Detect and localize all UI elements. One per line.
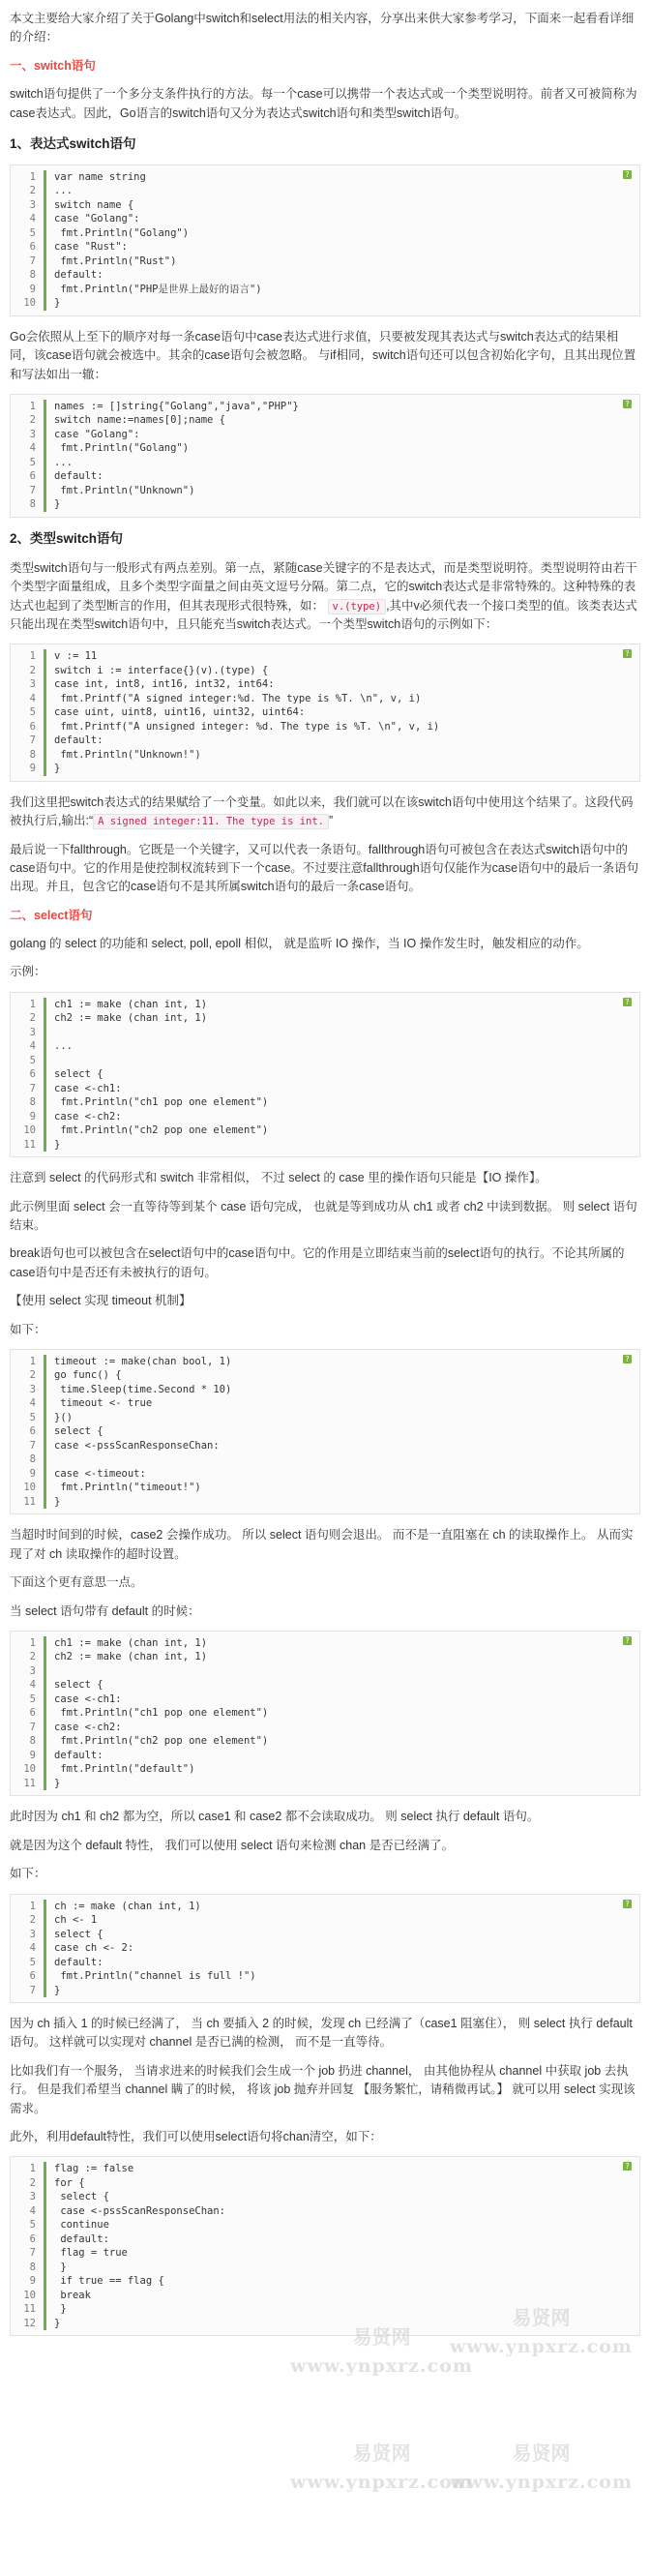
code-text: case <-ch2: <box>44 1110 634 1124</box>
select-default-paragraph: 当 select 语句带有 default 的时候： <box>10 1603 200 1618</box>
line-number: 2 <box>29 1651 36 1663</box>
copy-code-icon[interactable]: ? <box>623 400 632 408</box>
code-line <box>11 1026 634 1040</box>
code-text <box>44 1664 634 1679</box>
code-text: for { <box>44 2176 634 2191</box>
code-text: ... <box>44 184 634 198</box>
code-line <box>11 748 634 763</box>
code-line <box>11 1900 634 1914</box>
code-text: var name string <box>44 170 634 185</box>
line-number: 8 <box>29 498 36 511</box>
line-number: 6 <box>29 720 36 733</box>
code-text: ... <box>44 1039 634 1054</box>
service-paragraph: 比如我们有一个服务， 当请求进来的时候我们会生成一个 job 扔进 channel， 由其他协程从 channel 中获取 job 去执行。 但是我们希望当 channel 瞒了的时候， 将该 job 抛弃并回复 【服务繁忙，请稍微再试。】 就可以用 select 实现该需求。 <box>10 2063 635 2115</box>
code-line <box>11 1039 634 1054</box>
line-number: 5 <box>29 1956 36 1968</box>
watermark: 易贤网 www.ynpxrz.com <box>450 2306 633 2357</box>
line-number: 7 <box>29 734 36 747</box>
code-line <box>11 2261 634 2275</box>
code-text: case <-timeout: <box>44 1467 634 1482</box>
code-line <box>11 1969 634 1984</box>
code-line <box>11 296 634 311</box>
code-text: case "Golang": <box>44 212 634 226</box>
code-text: ch2 := make (chan int, 1) <box>44 1650 634 1664</box>
code-text: switch name:=names[0];name { <box>44 413 634 428</box>
subsection-title-expression-switch: 1、表达式switch语句 <box>10 135 136 151</box>
go-eval-paragraph: Go会依照从上至下的顺序对每一条case语句中case表达式进行求值，只要被发现其表达式与switch表达式的结果相同，该case语句就会被选中。其余的case语句会被忽略。 与if相同，switch语句还可以包含初始化字句，且其出现位置和写法如出一辙： <box>10 329 636 381</box>
code-line <box>11 2246 634 2261</box>
line-number: 5 <box>29 706 36 719</box>
line-number: 5 <box>29 456 36 468</box>
code-text: case ch <- 2: <box>44 1941 634 1956</box>
code-line <box>11 2232 634 2247</box>
code-line <box>11 734 634 748</box>
code-text: ... <box>44 456 634 470</box>
code-line <box>11 2274 634 2289</box>
line-number: 2 <box>29 1914 36 1927</box>
code-line <box>11 1439 634 1453</box>
code-line <box>11 2289 634 2303</box>
code-line <box>11 664 634 678</box>
line-number: 2 <box>29 664 36 676</box>
code-text: flag := false <box>44 2162 634 2176</box>
clear-chan-paragraph: 此外，利用default特性，我们可以使用select语句将chan清空，如下： <box>10 2129 382 2143</box>
code-line <box>11 705 634 720</box>
code-block-timeout <box>10 1349 640 1515</box>
code-line <box>11 1650 634 1664</box>
code-line <box>11 1138 634 1153</box>
code-text: flag = true <box>44 2246 634 2261</box>
assign-result-paragraph: 我们这里把switch表达式的结果赋给了一个变量。如此以来，我们就可以在该switch语句中使用这个结果了。这段代码被执行后,输出:“ A signed integer:11. The type is int. ” <box>10 794 634 828</box>
code-line <box>11 428 634 442</box>
code-text: time.Sleep(time.Second * 10) <box>44 1383 634 1397</box>
code-line <box>11 1411 634 1425</box>
code-text: timeout := make(chan bool, 1) <box>44 1355 634 1369</box>
code-block-channel-full <box>10 1894 640 2004</box>
code-text: ch1 := make (chan int, 1) <box>44 1636 634 1651</box>
copy-code-icon[interactable]: ? <box>623 649 632 658</box>
code-text: } <box>44 1777 634 1791</box>
select-note-paragraph: 注意到 select 的代码形式和 switch 非常相似， 不过 select 的 case 里的操作语句只能是【IO 操作】。 <box>10 1171 547 1185</box>
code-line <box>11 1368 634 1383</box>
line-number: 6 <box>29 1425 36 1438</box>
copy-code-icon[interactable]: ? <box>623 1355 632 1363</box>
code-text: continue <box>44 2218 634 2232</box>
code-line <box>11 1913 634 1928</box>
code-line <box>11 677 634 692</box>
line-number: 10 <box>23 1482 36 1494</box>
code-text: fmt.Println("Golang") <box>44 226 634 241</box>
code-line <box>11 2204 634 2219</box>
code-line <box>11 1453 634 1467</box>
code-text: fmt.Printf("A signed integer:%d. The type is %T. \n", v, i) <box>44 692 634 706</box>
code-text: select { <box>44 1424 634 1439</box>
code-text: fmt.Println("ch2 pop one element") <box>44 1123 634 1138</box>
code-line <box>11 184 634 198</box>
code-block-type-switch <box>10 644 640 782</box>
code-line <box>11 1777 634 1791</box>
code-line <box>11 170 634 185</box>
as-below-label: 如下： <box>10 1322 46 1336</box>
line-number: 8 <box>29 1735 36 1748</box>
code-text: case <-pssScanResponseChan: <box>44 1439 634 1453</box>
line-number: 6 <box>29 1707 36 1720</box>
code-line <box>11 1664 634 1679</box>
code-line <box>11 1355 634 1369</box>
code-text <box>44 1453 634 1467</box>
copy-code-icon[interactable]: ? <box>623 1900 632 1908</box>
timeout-heading: 【使用 select 实现 timeout 机制】 <box>10 1294 192 1308</box>
code-block-expression-switch <box>10 165 640 316</box>
code-line <box>11 1678 634 1692</box>
fallthrough-paragraph: 最后说一下fallthrough。它既是一个关键字，又可以代表一条语句。fallthrough语句可被包含在表达式switch语句中的case语句中。它的作用是使控制权流转到下一个case。不过要注意fallthrough语句仅能作为case语句中的最后一条语句出现。并且，包含它的case语句不是其所属switch语句的最后一条case语句。 <box>10 842 639 894</box>
line-number: 4 <box>29 1679 36 1692</box>
code-text: fmt.Println("Golang") <box>44 441 634 456</box>
subsection-title-type-switch: 2、类型switch语句 <box>10 530 124 546</box>
line-number: 7 <box>29 1439 36 1452</box>
line-number: 1 <box>29 650 36 663</box>
code-line <box>11 1067 634 1082</box>
default-feature-paragraph: 就是因为这个 default 特性， 我们可以使用 select 语句来检测 chan 是否已经满了。 <box>10 1838 455 1852</box>
code-line <box>11 692 634 706</box>
line-number: 4 <box>29 1040 36 1053</box>
code-text: case uint, uint8, uint16, uint32, uint64: <box>44 705 634 720</box>
line-number: 3 <box>29 1026 36 1038</box>
intro-paragraph: 本文主要给大家介绍了关于Golang中switch和select用法的相关内容，分享出来供大家参考学习，下面来一起看看详细的介绍： <box>10 12 635 45</box>
line-number: 1 <box>29 998 36 1010</box>
line-number: 4 <box>29 213 36 225</box>
select-intro-paragraph: golang 的 select 的功能和 select, poll, epoll 相似， 就是监听 IO 操作，当 IO 操作发生时，触发相应的动作。 <box>10 937 589 951</box>
code-text: fmt.Println("ch2 pop one element") <box>44 1734 634 1749</box>
code-text: }() <box>44 1411 634 1425</box>
code-text: if true == flag { <box>44 2274 634 2289</box>
code-line <box>11 1721 634 1735</box>
code-text: } <box>44 1495 634 1510</box>
channel-full-description: 因为 ch 插入 1 的时候已经满了， 当 ch 要插入 2 的时候，发现 ch 已经满了（case1 阻塞住）， 则 select 执行 default 语句。 这样就可以实现对 channel 是否已满的检测， 而不是一直等待。 <box>10 2017 633 2050</box>
copy-code-icon[interactable]: ? <box>623 1636 632 1645</box>
code-line <box>11 1383 634 1397</box>
code-line <box>11 1941 634 1956</box>
code-line <box>11 2302 634 2317</box>
line-number: 10 <box>23 2289 36 2301</box>
line-number: 8 <box>29 269 36 282</box>
line-number: 2 <box>29 2176 36 2189</box>
code-line <box>11 1095 634 1110</box>
code-text: default: <box>44 1749 634 1763</box>
code-line <box>11 762 634 776</box>
code-text: fmt.Println("timeout!") <box>44 1481 634 1495</box>
code-text: v := 11 <box>44 649 634 664</box>
line-number: 7 <box>29 1082 36 1094</box>
code-text: case <-ch1: <box>44 1692 634 1707</box>
code-text: fmt.Println("ch1 pop one element") <box>44 1706 634 1721</box>
line-number: 3 <box>29 198 36 211</box>
code-text: } <box>44 2302 634 2317</box>
watermark: 易贤网 www.ynpxrz.com <box>290 2441 473 2493</box>
code-line <box>11 1636 634 1651</box>
code-line <box>11 1928 634 1942</box>
as-below-label-2: 如下： <box>10 1867 46 1881</box>
code-line <box>11 1082 634 1096</box>
line-number: 2 <box>29 1012 36 1025</box>
line-number: 9 <box>29 1110 36 1123</box>
code-line <box>11 212 634 226</box>
code-text: case int, int8, int16, int32, int64: <box>44 677 634 692</box>
more-interesting-paragraph: 下面这个更有意思一点。 <box>10 1575 143 1590</box>
line-number: 3 <box>29 1928 36 1940</box>
code-line <box>11 1692 634 1707</box>
code-text: fmt.Println("PHP是世界上最好的语言") <box>44 283 634 297</box>
code-line <box>11 456 634 470</box>
type-switch-paragraph: 类型switch语句与一般形式有两点差别。第一点，紧随case关键字的不是表达式，而是类型说明符。类型说明符由若干个类型字面量组成，且多个类型字面量之间由英文逗号分隔。第二点，它的switch表达式是非常特殊的。这种特殊的表达式也起到了类型断言的作用，但其表现形式很特殊，如： v.(type) ,其中v必须代表一个接口类型的值。该类表达式只能出现在类型switch语句中，且只能充当switch表达式。一个类型switch语句的示例如下： <box>10 560 637 631</box>
code-text: fmt.Printf("A unsigned integer: %d. The type is %T. \n", v, i) <box>44 720 634 734</box>
line-number: 7 <box>29 1721 36 1733</box>
line-number: 4 <box>29 442 36 455</box>
line-number: 3 <box>29 2191 36 2203</box>
line-number: 11 <box>23 1777 36 1789</box>
line-number: 9 <box>29 763 36 775</box>
line-number: 3 <box>29 1664 36 1677</box>
code-text <box>44 1026 634 1040</box>
code-text: default: <box>44 734 634 748</box>
line-number: 1 <box>29 1900 36 1912</box>
code-line <box>11 226 634 241</box>
line-number: 1 <box>29 170 36 183</box>
copy-code-icon[interactable]: ? <box>623 998 632 1006</box>
line-number: 10 <box>23 1124 36 1137</box>
code-text: fmt.Println("Unknown") <box>44 484 634 498</box>
code-block-select-basic <box>10 992 640 1158</box>
line-number: 10 <box>23 297 36 310</box>
line-number: 7 <box>29 255 36 267</box>
code-text: } <box>44 497 634 512</box>
code-line <box>11 1481 634 1495</box>
code-line <box>11 441 634 456</box>
line-number: 8 <box>29 748 36 761</box>
section-title-select: 二、select语句 <box>10 908 93 922</box>
code-line <box>11 1706 634 1721</box>
line-number: 5 <box>29 1692 36 1705</box>
timeout-description: 当超时时间到的时候，case2 会操作成功。 所以 select 语句则会退出。 而不是一直阻塞在 ch 的读取操作上。 从而实现了对 ch 读取操作的超时设置。 <box>10 1528 634 1561</box>
code-text: timeout <- true <box>44 1396 634 1411</box>
code-text: fmt.Println("Unknown!") <box>44 748 634 763</box>
copy-code-icon[interactable]: ? <box>623 170 632 179</box>
line-number: 7 <box>29 2247 36 2260</box>
code-line <box>11 1110 634 1124</box>
line-number: 12 <box>23 2317 36 2329</box>
line-number: 5 <box>29 2219 36 2232</box>
line-number: 6 <box>29 2232 36 2245</box>
watermark: 易贤网 www.ynpxrz.com <box>450 2441 633 2493</box>
code-text: names := []string{"Golang","java","PHP"} <box>44 400 634 414</box>
code-text: break <box>44 2289 634 2303</box>
code-text <box>44 1054 634 1068</box>
line-number: 2 <box>29 185 36 197</box>
code-text: ch1 := make (chan int, 1) <box>44 998 634 1012</box>
code-text: case "Golang": <box>44 428 634 442</box>
line-number: 8 <box>29 2261 36 2273</box>
select-break-paragraph: break语句也可以被包含在select语句中的case语句中。它的作用是立即结束当前的select语句的执行。不论其所属的case语句中是否还有未被执行的语句。 <box>10 1246 625 1279</box>
code-text: ch2 := make (chan int, 1) <box>44 1011 634 1026</box>
line-number: 1 <box>29 1355 36 1367</box>
code-line <box>11 240 634 255</box>
line-number: 4 <box>29 2204 36 2217</box>
line-number: 7 <box>29 484 36 496</box>
code-text: fmt.Println("ch1 pop one element") <box>44 1095 634 1110</box>
line-number: 4 <box>29 692 36 704</box>
code-text: select { <box>44 1928 634 1942</box>
code-text: go func() { <box>44 1368 634 1383</box>
code-block-select-default <box>10 1631 640 1797</box>
code-text: default: <box>44 268 634 283</box>
inline-code-vtype: v.(type) <box>328 599 387 614</box>
code-line <box>11 283 634 297</box>
code-text: } <box>44 1984 634 1998</box>
code-text: default: <box>44 1956 634 1970</box>
line-number: 11 <box>23 2303 36 2316</box>
code-text: select { <box>44 1067 634 1082</box>
code-line <box>11 1011 634 1026</box>
code-line <box>11 1424 634 1439</box>
line-number: 5 <box>29 1411 36 1423</box>
line-number: 11 <box>23 1138 36 1151</box>
code-text: select { <box>44 2190 634 2204</box>
line-number: 5 <box>29 226 36 239</box>
code-text: } <box>44 2261 634 2275</box>
line-number: 5 <box>29 1054 36 1066</box>
code-line <box>11 1396 634 1411</box>
default-description: 此时因为 ch1 和 ch2 都为空，所以 case1 和 case2 都不会读取成功。 则 select 执行 default 语句。 <box>10 1810 540 1824</box>
code-line <box>11 2317 634 2331</box>
code-line <box>11 720 634 734</box>
code-line <box>11 1956 634 1970</box>
code-line <box>11 649 634 664</box>
line-number: 10 <box>23 1763 36 1776</box>
code-text: case <-pssScanResponseChan: <box>44 2204 634 2219</box>
line-number: 9 <box>29 2275 36 2288</box>
code-text: default: <box>44 2232 634 2247</box>
code-text: fmt.Println("default") <box>44 1762 634 1777</box>
code-line <box>11 484 634 498</box>
copy-code-icon[interactable]: ? <box>623 2162 632 2171</box>
line-number: 9 <box>29 1749 36 1761</box>
code-line <box>11 255 634 269</box>
code-line <box>11 1734 634 1749</box>
code-text: ch <- 1 <box>44 1913 634 1928</box>
inline-code-output: A signed integer:11. The type is int. <box>93 814 329 829</box>
code-block-clear-chan <box>10 2156 640 2336</box>
line-number: 6 <box>29 241 36 254</box>
line-number: 2 <box>29 414 36 427</box>
code-line <box>11 1495 634 1510</box>
code-line <box>11 268 634 283</box>
code-text: ch := make (chan int, 1) <box>44 1900 634 1914</box>
code-text: } <box>44 1138 634 1153</box>
code-line <box>11 1749 634 1763</box>
code-text: } <box>44 762 634 776</box>
code-line <box>11 1762 634 1777</box>
code-line <box>11 2176 634 2191</box>
line-number: 2 <box>29 1369 36 1382</box>
line-number: 6 <box>29 1970 36 1983</box>
line-number: 1 <box>29 2163 36 2175</box>
code-text: fmt.Println("Rust") <box>44 255 634 269</box>
line-number: 9 <box>29 1467 36 1480</box>
code-text: } <box>44 2317 634 2331</box>
line-number: 11 <box>23 1495 36 1508</box>
code-text: case <-ch2: <box>44 1721 634 1735</box>
code-line <box>11 198 634 213</box>
code-line <box>11 1467 634 1482</box>
line-number: 9 <box>29 283 36 295</box>
code-line <box>11 1054 634 1068</box>
code-line <box>11 1123 634 1138</box>
code-line <box>11 413 634 428</box>
code-text: select { <box>44 1678 634 1692</box>
switch-description: switch语句提供了一个多分支条件执行的方法。每一个case可以携带一个表达式或一个类型说明符。前者又可被简称为case表达式。因此，Go语言的switch语句又分为表达式switch语句和类型switch语句。 <box>10 87 637 120</box>
line-number: 3 <box>29 678 36 691</box>
watermark: 易贤网 www.ynpxrz.com <box>290 2325 473 2377</box>
line-number: 8 <box>29 1453 36 1466</box>
line-number: 4 <box>29 1397 36 1410</box>
code-line <box>11 2218 634 2232</box>
line-number: 3 <box>29 1383 36 1395</box>
code-block-switch-init <box>10 394 640 518</box>
line-number: 1 <box>29 1636 36 1649</box>
example-label: 示例： <box>10 965 46 979</box>
code-line <box>11 1984 634 1998</box>
line-number: 6 <box>29 470 36 483</box>
section-title-switch: 一、switch语句 <box>10 58 96 73</box>
code-text: fmt.Println("channel is full !") <box>44 1969 634 1984</box>
line-number: 8 <box>29 1096 36 1109</box>
line-number: 1 <box>29 400 36 412</box>
code-line <box>11 998 634 1012</box>
line-number: 7 <box>29 1984 36 1996</box>
code-line <box>11 2162 634 2176</box>
code-text: default: <box>44 469 634 484</box>
code-line <box>11 2190 634 2204</box>
select-wait-paragraph: 此示例里面 select 会一直等待等到某个 case 语句完成， 也就是等到成功从 ch1 或者 ch2 中读到数据。 则 select 语句结束。 <box>10 1199 637 1233</box>
line-number: 6 <box>29 1068 36 1081</box>
code-text: case <-ch1: <box>44 1082 634 1096</box>
code-line <box>11 400 634 414</box>
line-number: 4 <box>29 1942 36 1955</box>
code-text: } <box>44 296 634 311</box>
code-text: switch name { <box>44 198 634 213</box>
code-line <box>11 497 634 512</box>
line-number: 3 <box>29 428 36 440</box>
code-text: switch i := interface{}(v).(type) { <box>44 664 634 678</box>
code-text: case "Rust": <box>44 240 634 255</box>
code-line <box>11 469 634 484</box>
